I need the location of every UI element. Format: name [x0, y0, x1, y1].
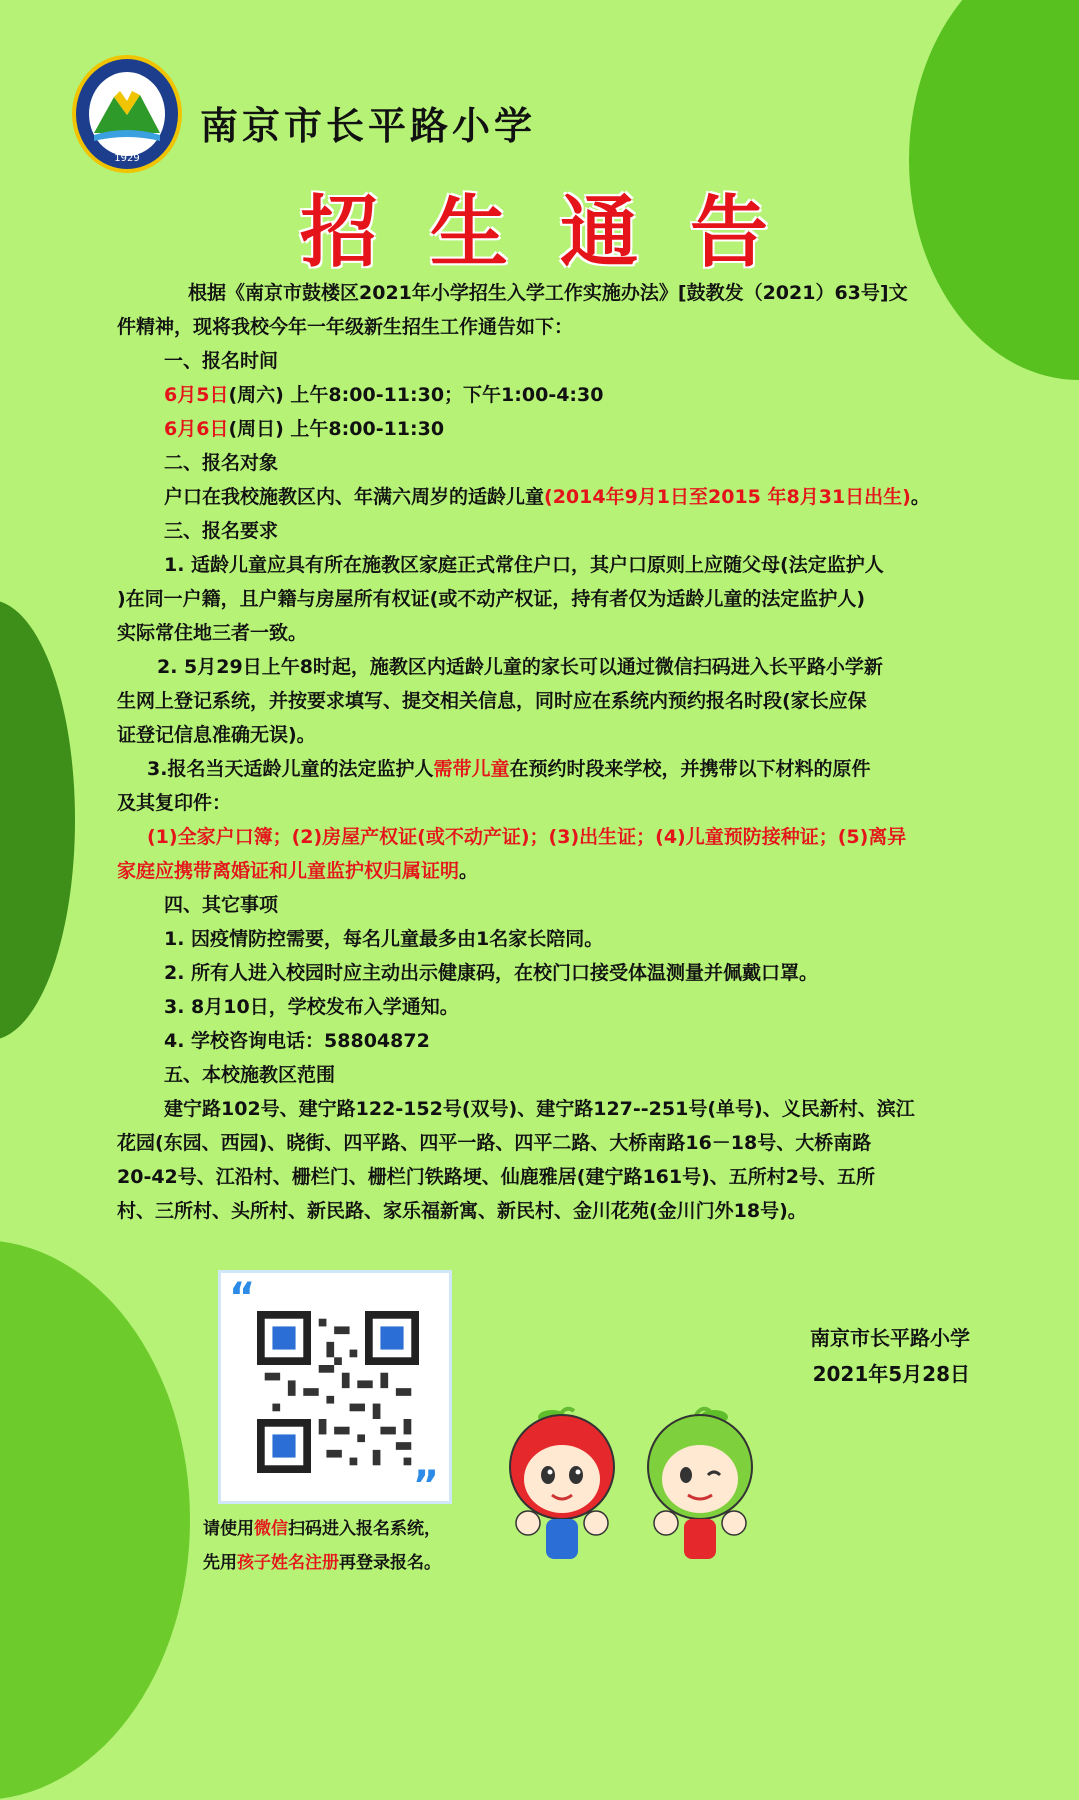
signature — [760, 1320, 970, 1392]
eligibility-text: 户口在我校施教区内、年满六周岁的适龄儿童 — [164, 486, 545, 508]
qr-note-highlight: 微信 — [254, 1519, 288, 1539]
materials-line — [117, 854, 967, 888]
section-heading: 一、报名时间 — [164, 350, 279, 372]
quote-right-icon: ” — [412, 1463, 439, 1509]
requirement-line — [117, 752, 967, 786]
qr-note-line — [203, 1546, 441, 1580]
schedule-line — [117, 378, 967, 412]
signature-school: 南京市长平路小学 — [810, 1326, 970, 1350]
schedule-date: 6月5日 — [164, 384, 229, 406]
punct: 。 — [910, 486, 930, 508]
schedule-line — [117, 412, 967, 446]
mascot-illustration — [500, 1405, 770, 1580]
notice-body — [117, 276, 967, 1228]
requirement-line: 证登记信息准确无误)。 — [117, 724, 316, 746]
decor-blob-bottom-left — [0, 1240, 190, 1800]
intro-line: 件精神，现将我校今年一年级新生招生工作通告如下： — [117, 316, 574, 338]
school-name: 南京市长平路小学 — [200, 103, 537, 148]
notice-title: 招生通告 — [300, 187, 821, 278]
qr-note-text: 再登录报名。 — [339, 1553, 441, 1573]
schedule-time: (周日) 上午8:00-11:30 — [228, 418, 445, 440]
zone-line: 花园(东园、西园)、晓街、四平路、四平一路、四平二路、大桥南路16－18号、大桥南路 — [117, 1132, 872, 1154]
qr-code-card[interactable] — [218, 1270, 452, 1509]
qr-note-highlight: 孩子姓名注册 — [237, 1553, 339, 1573]
schedule-date: 6月6日 — [164, 418, 229, 440]
requirement-line: 及其复印件： — [117, 792, 232, 814]
qr-instructions — [203, 1512, 441, 1580]
requirement-text: 3.报名当天适龄儿童的法定监护人 — [147, 758, 434, 780]
highlight-text: 需带儿童 — [433, 758, 510, 780]
requirement-line: 1. 适龄儿童应具有所在施教区家庭正式常住户口，其户口原则上应随父母(法定监护人 — [164, 554, 884, 576]
qr-note-text: 先用 — [203, 1553, 237, 1573]
materials-line: (1)全家户口簿；(2)房屋产权证(或不动产证)；(3)出生证；(4)儿童预防接种证；(5)离异 — [147, 826, 907, 848]
requirement-line: 生网上登记系统，并按要求填写、提交相关信息，同时应在系统内预约报名时段(家长应保 — [117, 690, 867, 712]
section-heading: 二、报名对象 — [164, 452, 279, 474]
zone-line: 建宁路102号、建宁路122-152号(双号)、建宁路127--251号(单号)、义民新村、滨江 — [164, 1098, 915, 1120]
requirement-line: 2. 5月29日上午8时起，施教区内适龄儿童的家长可以通过微信扫码进入长平路小学新 — [157, 656, 883, 678]
requirement-text: 在预约时段来学校，并携带以下材料的原件 — [509, 758, 871, 780]
birth-range: (2014年9月1日至2015 年8月31日出生) — [544, 486, 911, 508]
apple-mascot-green-icon — [648, 1409, 752, 1559]
section-heading: 三、报名要求 — [164, 520, 279, 542]
qr-note-text: 请使用 — [203, 1519, 254, 1539]
intro-line: 根据《南京市鼓楼区2021年小学招生入学工作实施办法》[鼓教发（2021）63号]文 — [188, 282, 908, 304]
signature-date: 2021年5月28日 — [812, 1362, 970, 1386]
decor-blob-left — [0, 600, 75, 1040]
materials-text: 家庭应携带离婚证和儿童监护权归属证明 — [117, 860, 460, 882]
qr-note-text: 扫码进入报名系统， — [288, 1519, 441, 1539]
other-item: 3. 8月10日，学校发布入学通知。 — [164, 996, 459, 1018]
requirement-line: 实际常住地三者一致。 — [117, 622, 308, 644]
zone-line: 村、三所村、头所村、新民路、家乐福新寓、新民村、金川花苑(金川门外18号)。 — [117, 1200, 807, 1222]
eligibility-line — [117, 480, 967, 514]
section-heading: 四、其它事项 — [164, 894, 279, 916]
quote-left-icon: “ — [229, 1275, 256, 1321]
apple-mascot-red-icon — [510, 1409, 614, 1559]
section-heading: 五、本校施教区范围 — [164, 1064, 336, 1086]
punct: 。 — [459, 860, 479, 882]
logo-year: 1929 — [114, 153, 140, 164]
requirement-line: )在同一户籍，且户籍与房屋所有权证(或不动产权证，持有者仅为适龄儿童的法定监护人) — [117, 588, 866, 610]
other-item: 4. 学校咨询电话：58804872 — [164, 1030, 430, 1052]
schedule-time: (周六) 上午8:00-11:30；下午1:00-4:30 — [228, 384, 604, 406]
other-item: 2. 所有人进入校园时应主动出示健康码，在校门口接受体温测量并佩戴口罩。 — [164, 962, 819, 984]
qr-note-line — [203, 1512, 441, 1546]
zone-line: 20-42号、江沿村、栅栏门、栅栏门铁路埂、仙鹿雅居(建宁路161号)、五所村2号、五所 — [117, 1166, 876, 1188]
qr-code-icon[interactable] — [257, 1311, 419, 1473]
other-item: 1. 因疫情防控需要，每名儿童最多由1名家长陪同。 — [164, 928, 604, 950]
school-logo — [72, 55, 182, 173]
